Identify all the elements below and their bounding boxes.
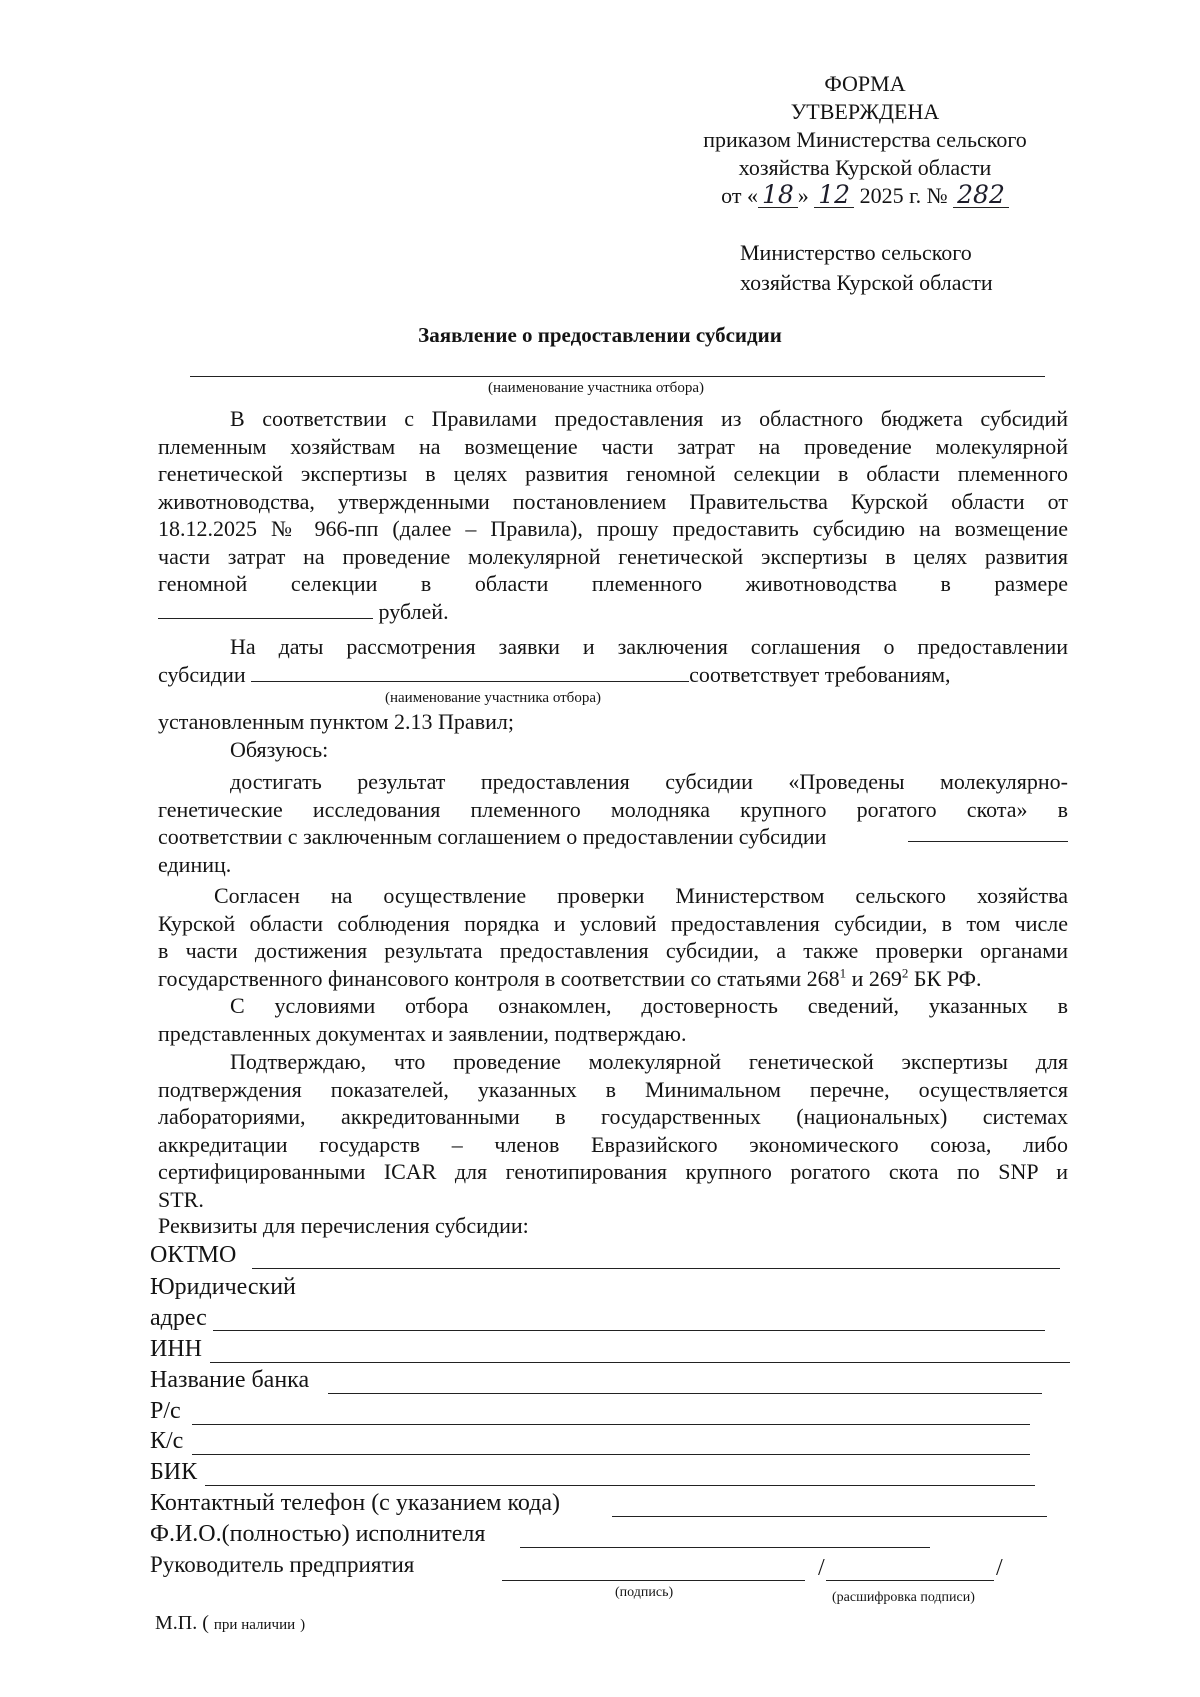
units-count-field[interactable] — [908, 823, 1068, 842]
paragraph-confirm — [158, 1048, 1068, 1213]
slash-1: / — [818, 1555, 825, 1581]
p5-line-3: в части достижения результата предоставления субсидии, а также проверки органами — [158, 938, 1068, 963]
signature-decoding-caption: (расшифровка подписи) — [832, 1590, 975, 1605]
order-line-2: хозяйства Курской области — [738, 155, 992, 180]
participant-name-caption: (наименование участника отбора) — [488, 380, 704, 396]
p4-line-3 — [158, 823, 1068, 851]
date-year: 2025 г. № — [859, 183, 948, 208]
subsidy-amount-field[interactable] — [158, 600, 373, 619]
p7-line-2: подтверждения показателей, указанных в Минимальном перечне, осуществляется — [158, 1076, 1068, 1102]
phone-field[interactable] — [612, 1516, 1047, 1517]
p7-line-1: Подтверждаю, что проведение молекулярной генетической экспертизы для — [230, 1049, 1068, 1074]
date-day-handwritten: 18 — [758, 183, 798, 208]
p2-subsidy-word: субсидии — [158, 661, 246, 687]
document-title: Заявление о предоставлении субсидии — [418, 323, 782, 347]
p5-line-4b: и 269 — [846, 965, 902, 991]
participant-name-caption-2: (наименование участника отбора) — [385, 690, 601, 706]
date-prefix: от « — [721, 183, 758, 208]
requisites-heading: Реквизиты для перечисления субсидии: — [158, 1213, 529, 1238]
p4-line-3-text: соответствии с заключенным соглашением о предоставлении субсидии — [158, 824, 827, 849]
order-line-1: приказом Министерства сельского — [703, 127, 1027, 152]
rs-field[interactable] — [192, 1424, 1030, 1425]
paragraph-rules — [158, 405, 1068, 625]
p2-line-1: На даты рассмотрения заявки и заключения соглашения о предоставлении — [230, 634, 1068, 659]
p1-line-6: части затрат на проведение молекулярной генетической экспертизы в целях развития — [158, 543, 1068, 569]
paragraph-result — [158, 768, 1068, 878]
oktmo-field[interactable] — [252, 1268, 1060, 1269]
p4-line-4: единиц. — [158, 851, 232, 877]
stamp-place — [155, 1612, 305, 1635]
p1-line-5: 18.12.2025 № 966-пп (далее – Правила), прошу предоставить субсидию на возмещение — [158, 516, 1068, 541]
rubles-label: рублей. — [378, 598, 449, 624]
form-label: ФОРМА — [824, 71, 906, 96]
paragraph-acquainted — [158, 992, 1068, 1047]
p7-line-3: лабораториями, аккредитованными в государственных (национальных) системах — [158, 1104, 1068, 1129]
p7-line-5: сертифицированными ICAR для генотипирования крупного рогатого скота по SNP и — [158, 1159, 1068, 1184]
paragraph-inspection — [158, 882, 1068, 992]
p2-line-3-block — [158, 708, 1068, 763]
p1-line-8 — [158, 598, 1068, 626]
participant-name-field[interactable] — [190, 376, 1045, 377]
executor-name-label: Ф.И.О.(полностью) исполнителя — [150, 1521, 486, 1547]
signature-decoding-field[interactable] — [826, 1580, 994, 1581]
inn-field[interactable] — [210, 1362, 1070, 1363]
stamp-note: при наличии — [213, 1617, 296, 1633]
p2-complies: соответствует требованиям, — [689, 661, 951, 687]
ks-label: К/с — [150, 1428, 184, 1454]
p1-line-7: геномной селекции в области племенного животноводства в размере — [158, 571, 1068, 596]
p1-line-4: животноводства, утвержденными постановлением Правительства Курской области от — [158, 488, 1068, 514]
date-month-handwritten: 12 — [814, 183, 854, 208]
p4-line-2: генетические исследования племенного молодняка крупного рогатого скота» в — [158, 796, 1068, 822]
p1-line-2: племенным хозяйствам на возмещение части затрат на проведение молекулярной — [158, 433, 1068, 459]
p5-line-4c: БК РФ. — [908, 965, 982, 991]
signature-caption: (подпись) — [615, 1585, 674, 1600]
participant-name-field-2[interactable] — [251, 663, 689, 682]
p1-line-1: В соответствии с Правилами предоставления из областного бюджета субсидий — [230, 406, 1068, 431]
date-mid: » — [797, 183, 809, 208]
rs-label: Р/с — [150, 1398, 181, 1424]
oktmo-label: ОКТМО — [150, 1242, 237, 1268]
bank-name-field[interactable] — [328, 1393, 1042, 1394]
executor-name-field[interactable] — [520, 1547, 930, 1548]
paragraph-compliance — [158, 633, 1068, 688]
bik-label: БИК — [150, 1459, 198, 1485]
p1-line-3: генетической экспертизы в целях развития геномной селекции в области племенного — [158, 461, 1068, 486]
approval-block — [655, 70, 1075, 210]
legal-address-label-1: Юридический — [150, 1274, 296, 1300]
p6-line-2: представленных документах и заявлении, подтверждаю. — [158, 1020, 687, 1046]
p5-line-1: Согласен на осуществление проверки Министерством сельского хозяйства — [214, 883, 1068, 908]
p7-line-4: аккредитации государств – членов Евразийского экономического союза, либо — [158, 1131, 1068, 1157]
phone-label: Контактный телефон (с указанием кода) — [150, 1490, 561, 1516]
recipient-line-1: Министерство сельского — [740, 240, 972, 265]
ks-field[interactable] — [192, 1454, 1030, 1455]
legal-address-label-2: адрес — [150, 1305, 207, 1331]
p5-line-2: Курской области соблюдения порядка и условий предоставления субсидии, в том числе — [158, 910, 1068, 936]
stamp-mp: М.П. ( — [155, 1612, 209, 1634]
p5-line-4a: государственного финансового контроля в соответствии со статьями 268 — [158, 965, 840, 991]
signature-field[interactable] — [502, 1580, 805, 1581]
p5-line-4 — [158, 965, 1068, 993]
p5-sup-1: 1 — [839, 965, 847, 981]
inn-label: ИНН — [150, 1336, 202, 1362]
p3-undertake: Обязуюсь: — [230, 736, 329, 762]
order-number-handwritten: 282 — [953, 183, 1009, 208]
p7-line-6: STR. — [158, 1186, 204, 1212]
p5-sup-2: 2 — [901, 965, 909, 981]
p4-line-1: достигать результат предоставления субсидии «Проведены молекулярно- — [230, 769, 1068, 794]
head-label: Руководитель предприятия — [150, 1552, 415, 1577]
slash-2: / — [996, 1555, 1003, 1581]
bank-name-label: Название банка — [150, 1367, 310, 1393]
p2-line-2 — [158, 661, 1068, 689]
legal-address-field[interactable] — [213, 1330, 1045, 1331]
order-date-line — [655, 182, 1075, 210]
recipient-line-2: хозяйства Курской области — [740, 270, 993, 295]
bik-field[interactable] — [205, 1485, 1035, 1486]
recipient-block — [740, 238, 993, 298]
stamp-close: ) — [300, 1617, 306, 1633]
p6-line-1: С условиями отбора ознакомлен, достоверность сведений, указанных в — [230, 993, 1068, 1018]
approved-label: УТВЕРЖДЕНА — [790, 99, 940, 124]
p2-line-3: установленным пунктом 2.13 Правил; — [158, 709, 514, 734]
